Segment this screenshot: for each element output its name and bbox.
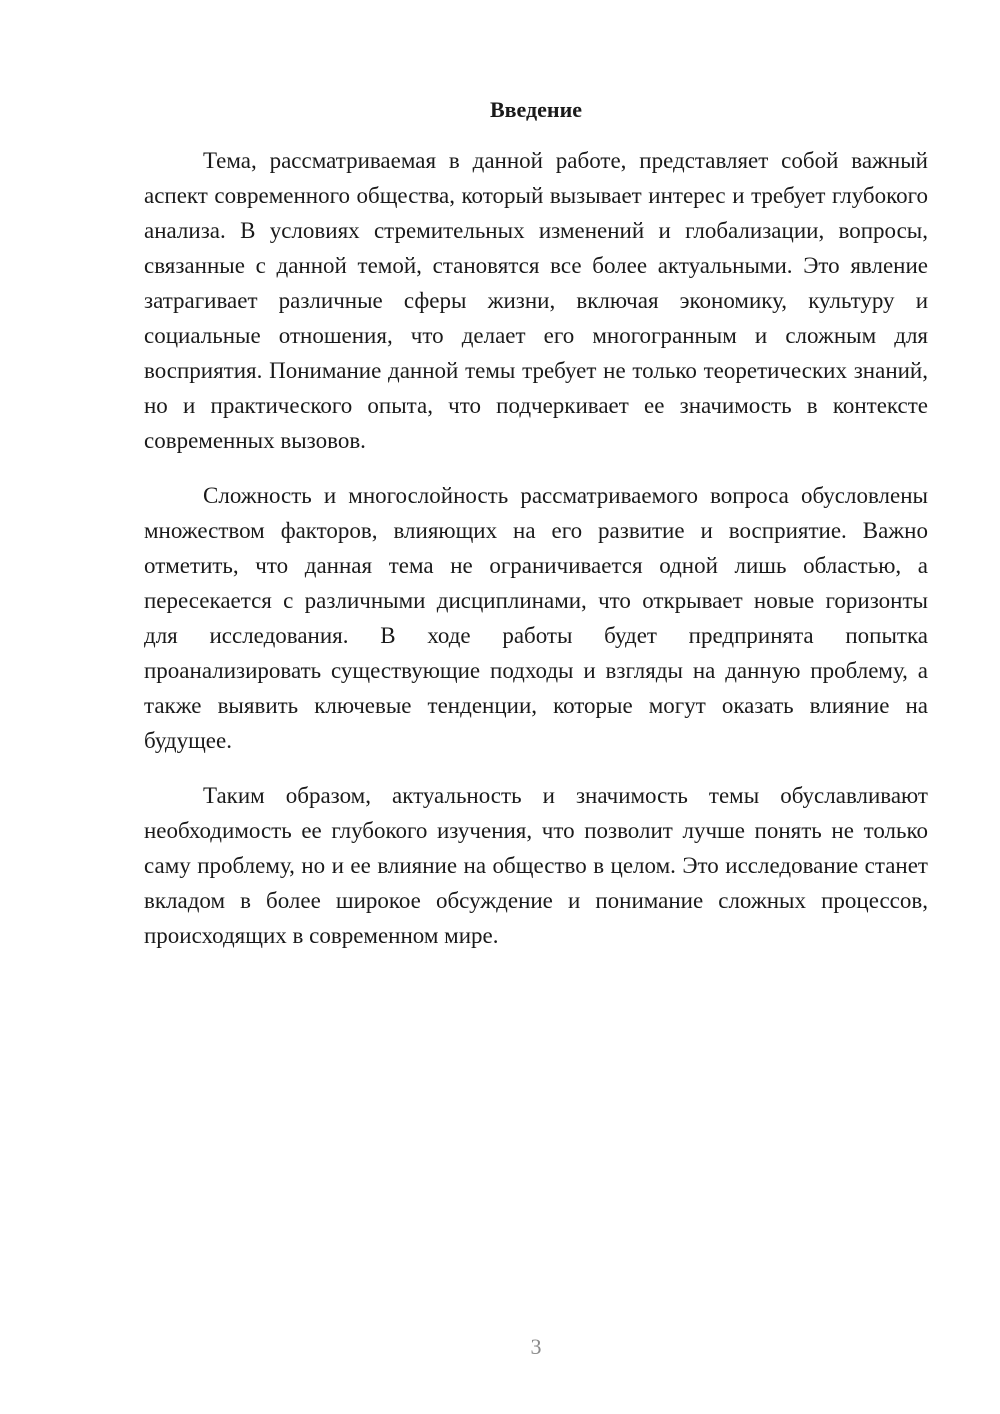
section-title: Введение: [489, 97, 583, 122]
page-number: 3: [530, 1334, 542, 1359]
paragraph-2: Сложность и многослойность рассматриваемого вопроса обусловлены множеством факторов, влияющих на его развитие и восприятие. Важно отметить, что данная тема не ограничивается одной лишь областью, а пересекается с различными дисциплинами, что открывает новые горизонты для исследования. В ходе работы будет предпринята попытка проанализировать существующие подходы и взгляды на данную проблему, а также выявить ключевые тенденции, которые могут оказать влияние на будущее.: [144, 483, 928, 753]
paragraph-3: Таким образом, актуальность и значимость темы обуславливают необходимость ее глубокого изучения, что позволит лучше понять не только саму проблему, но и ее влияние на общество в целом. Это исследование станет вкладом в более широкое обсуждение и понимание сложных процессов, происходящих в современном мире.: [144, 783, 928, 948]
document-body: [144, 95, 928, 973]
paragraph-1: Тема, рассматриваемая в данной работе, представляет собой важный аспект современного общества, который вызывает интерес и требует глубокого анализа. В условиях стремительных изменений и глобализации, вопросы, связанные с данной темой, становятся все более актуальными. Это явление затрагивает различные сферы жизни, включая экономику, культуру и социальные отношения, что делает его многогранным и сложным для восприятия. Понимание данной темы требует не только теоретических знаний, но и практического опыта, что подчеркивает ее значимость в контексте современных вызовов.: [144, 148, 928, 453]
